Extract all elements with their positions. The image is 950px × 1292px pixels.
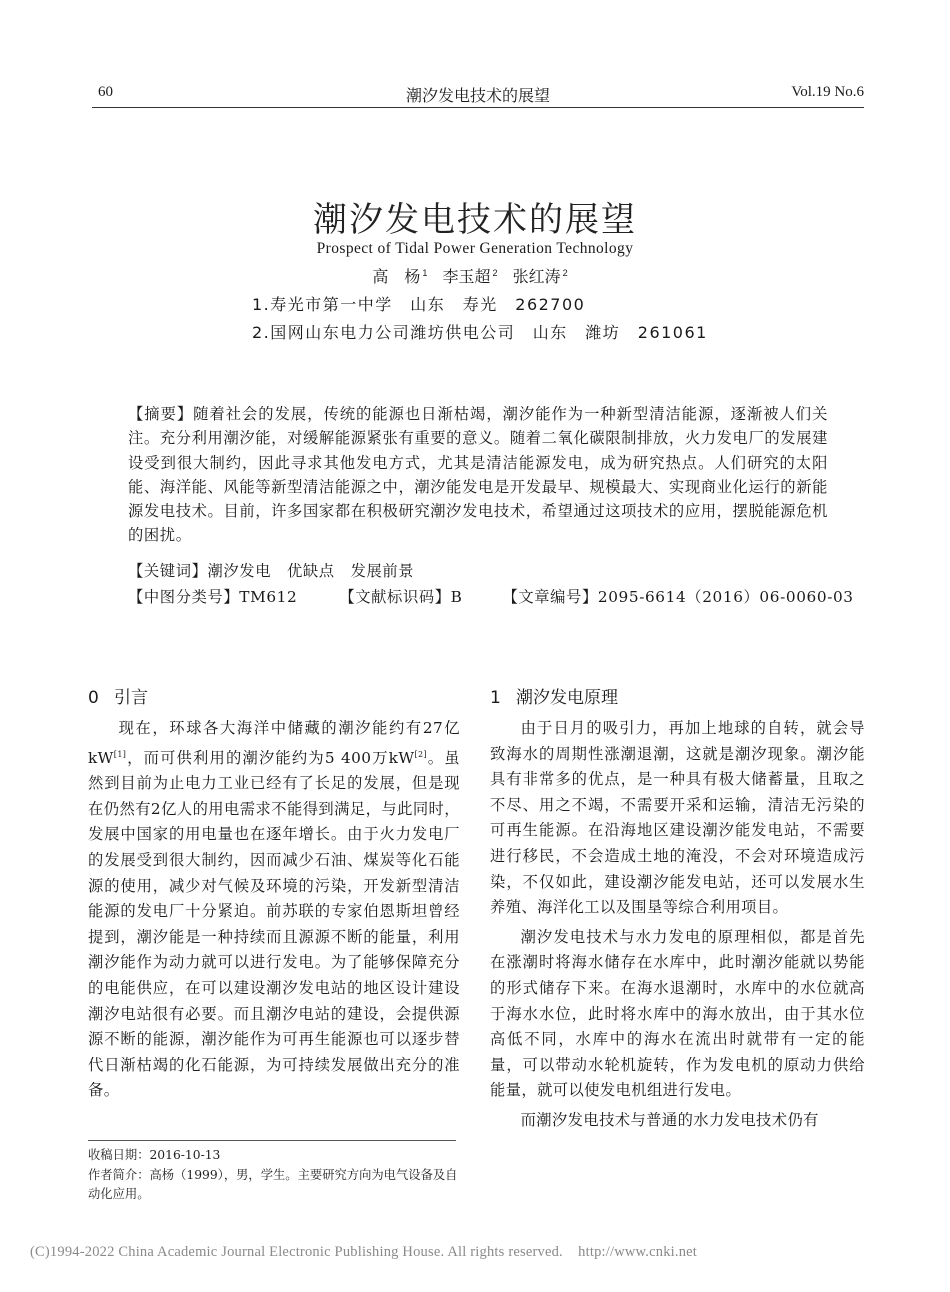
paragraph: 而潮汐发电技术与普通的水力发电技术仍有 (520, 1110, 819, 1129)
section-number: 1 (490, 688, 501, 708)
footnote-rule (88, 1140, 456, 1141)
abstract-label: 【摘要】 (128, 405, 194, 423)
section-heading (88, 684, 460, 716)
citation-ref: [1] (113, 749, 127, 759)
paragraph: 潮汐发电技术与水力发电的原理相似，都是首先在涨潮时将海水储存在水库中，此时潮汐能就以势能的形式储存下来。在海水退潮时，水库中的水位就高于海水水位，此时将水库中的海水放出，由于其水位高低不同，水库中的海水在流出时就带有一定的能量，可以带动水轮机旋转，作为发电机的原动力供给能量，就可以使发电机组进行发电。 (490, 927, 865, 1100)
author-affil-mark: 1 (422, 268, 428, 278)
abstract-text: 随着社会的发展，传统的能源也日渐枯竭，潮汐能作为一种新型清洁能源，逐渐被人们关注。充分利用潮汐能，对缓解能源紧张有重要的意义。随着二氧化碳限制排放，火力发电厂的发展建设受到很大制约，因此寻求其他发电方式，尤其是清洁能源发电，成为研究热点。人们研究的太阳能、海洋能、风能等新型清洁能源之中，潮汐能发电是开发最早、规模最大、实现商业化运行的新能源发电技术。目前，许多国家都在积极研究潮汐发电技术，希望通过这项技术的应用，摆脱能源危机的困扰。 (128, 405, 828, 545)
affiliation-1: 1.寿光市第一中学 山东 寿光 262700 (252, 295, 586, 314)
keywords-label: 【关键词】 (128, 562, 208, 580)
footnotes (88, 1146, 460, 1205)
running-title: 潮汐发电技术的展望 (405, 86, 550, 105)
classification-line (128, 585, 854, 607)
article-title: 潮汐发电技术的展望 (313, 200, 637, 240)
article-no-label: 【文章编号】 (502, 588, 598, 606)
running-header (92, 80, 864, 108)
abstract (128, 402, 828, 548)
author-affil-mark: 2 (562, 268, 568, 278)
section-title: 引言 (114, 688, 148, 708)
page-number: 60 (98, 84, 113, 100)
section-number: 0 (88, 688, 99, 708)
section-title: 潮汐发电原理 (516, 688, 618, 708)
received-date: 收稿日期：2016-10-13 (88, 1148, 221, 1162)
right-column (490, 684, 865, 1134)
doc-code-label: 【文献标识码】 (339, 588, 451, 606)
keywords-line (128, 559, 414, 581)
article-no: 2095-6614（2016）06-0060-03 (597, 588, 854, 606)
volume-issue: Vol.19 No.6 (791, 84, 864, 100)
paragraph-text: 。虽然到目前为止电力工业已经有了长足的发展，但是现在仍然有2亿人的用电需求不能得到满足，与此同时，发展中国家的用电量也在逐年增长。由于火力发电厂的发展受到很大制约，因而减少石油、煤炭等化石能源的使用，减少对气候及环境的污染，开发新型清洁能源的发电厂十分紧迫。前苏联的专家伯恩斯坦曾经提到，潮汐能是一种持续而且源源不断的能量，利用潮汐能作为动力就可以进行发电。为了能够保障充分的电能供应，在可以建设潮汐发电站的地区设计建设潮汐电站很有必要。而且潮汐电站的建设，会提供源源不断的能源，潮汐能作为可再生能源也可以逐步替代日渐枯竭的化石能源，为可持续发展做出充分的准备。 (88, 748, 460, 1100)
author-bio: 作者简介：高杨（1999），男，学生。主要研究方向为电气设备及自动化应用。 (88, 1167, 458, 1201)
author-name: 李玉超 (442, 267, 491, 286)
header-rule (92, 107, 864, 108)
keywords: 潮汐发电 优缺点 发展前景 (207, 562, 415, 580)
author-name: 高 杨 (372, 267, 421, 286)
affiliation-2: 2.国网山东电力公司潍坊供电公司 山东 潍坊 261061 (252, 323, 708, 342)
article-subtitle: Prospect of Tidal Power Generation Technology (316, 240, 634, 257)
clc-label: 【中图分类号】 (128, 588, 240, 606)
author-list (0, 264, 950, 287)
doc-code: B (450, 588, 463, 606)
paragraph: 由于日月的吸引力，再加上地球的自转，就会导致海水的周期性涨潮退潮，这就是潮汐现象。潮汐能具有非常多的优点，是一种具有极大储蓄量，且取之不尽、用之不竭，不需要开采和运输，清洁无污染的可再生能源。在沿海地区建设潮汐能发电站，不需要进行移民，不会造成土地的淹没，不会对环境造成污染，不仅如此，建设潮汐能发电站，还可以发展水生养殖、海洋化工以及围垦等综合利用项目。 (490, 719, 865, 917)
paragraph-text: 现在，环球各大海洋中储藏的潮汐能约有27亿kW (88, 719, 460, 767)
paragraph-text: ，而可供利用的潮汐能约为5 400万kW (126, 748, 415, 767)
clc-code: TM612 (239, 588, 298, 606)
section-heading (490, 684, 865, 716)
citation-ref: [2] (414, 749, 428, 759)
copyright-notice: (C)1994-2022 China Academic Journal Electronic Publishing House. All rights reserved. http://www.cnki.net (30, 1244, 698, 1260)
author-name: 张红涛 (512, 267, 561, 286)
left-column (88, 684, 460, 1104)
paragraph (88, 716, 460, 1104)
author-affil-mark: 2 (492, 268, 498, 278)
